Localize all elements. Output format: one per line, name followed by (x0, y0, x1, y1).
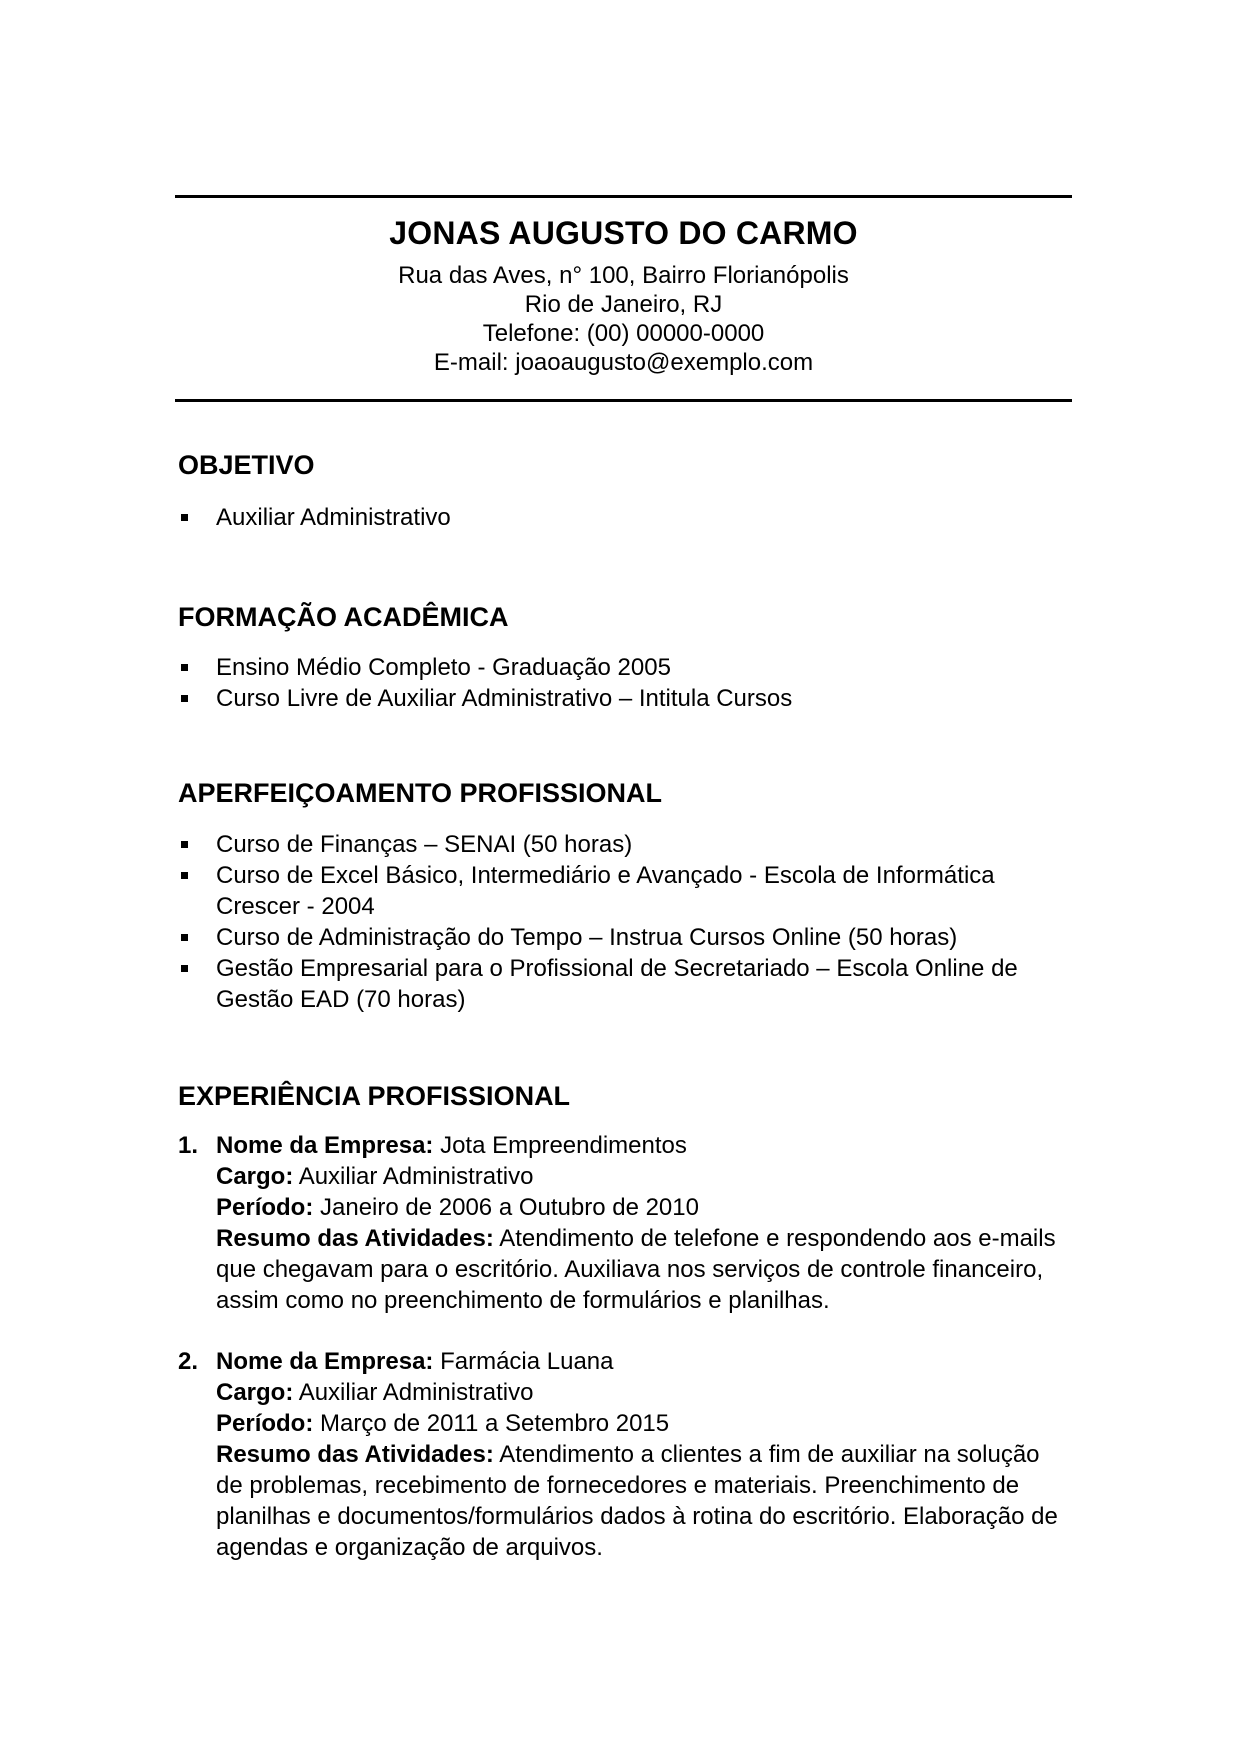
company-line (216, 1346, 1068, 1377)
aperfeicoamento-list (178, 829, 1068, 1015)
role-value: Auxiliar Administrativo (298, 1379, 534, 1406)
period-line (216, 1192, 1068, 1223)
company-value: Farmácia Luana (440, 1348, 614, 1375)
company-value: Jota Empreendimentos (440, 1132, 687, 1159)
section-title-experiencia: EXPERIÊNCIA PROFISSIONAL (178, 1081, 571, 1111)
experience-list (178, 1130, 1068, 1563)
phone-line: Telefone: (00) 00000-0000 (482, 320, 765, 347)
header-top-rule (175, 195, 1072, 198)
summary-line (216, 1439, 1068, 1563)
email-line: E-mail: joaoaugusto@exemplo.com (433, 349, 814, 376)
list-item: Curso de Finanças – SENAI (50 horas) (178, 829, 1068, 860)
section-title-formacao: FORMAÇÃO ACADÊMICA (178, 602, 509, 632)
objetivo-list (178, 502, 1068, 533)
list-item: Curso de Administração do Tempo – Instrua Cursos Online (50 horas) (178, 922, 1068, 953)
summary-label: Resumo das Atividades: (216, 1441, 494, 1468)
list-item: Ensino Médio Completo - Graduação 2005 (178, 652, 1068, 683)
header-bottom-rule (175, 399, 1072, 402)
summary-value: Atendimento de telefone e respondendo aos e-mails que chegavam para o escritório. Auxiliava nos serviços de controle financeiro, assim como no preenchimento de formulários e planilhas. (216, 1225, 1056, 1314)
formacao-list (178, 652, 1068, 714)
period-value: Março de 2011 a Setembro 2015 (320, 1410, 670, 1437)
role-value: Auxiliar Administrativo (298, 1163, 534, 1190)
bullet-square-icon (181, 841, 188, 848)
bullet-square-icon (181, 872, 188, 879)
summary-label: Resumo das Atividades: (216, 1225, 494, 1252)
address-line: Rua das Aves, n° 100, Bairro Florianópolis (398, 262, 849, 289)
list-item: Auxiliar Administrativo (178, 502, 1068, 533)
role-label: Cargo: (216, 1379, 294, 1406)
role-line (216, 1377, 1068, 1408)
summary-line (216, 1223, 1068, 1316)
experience-number: 1. (178, 1132, 199, 1159)
bullet-square-icon (181, 965, 188, 972)
bullet-square-icon (181, 514, 188, 521)
role-line (216, 1161, 1068, 1192)
summary-value: Atendimento a clientes a fim de auxiliar na solução de problemas, recebimento de fornecedores e materiais. Preenchimento de planilhas e documentos/formulários dados à rotina do escritório. Elaboração de agendas e organização de arquivos. (216, 1441, 1058, 1561)
bullet-square-icon (181, 934, 188, 941)
experience-item (178, 1346, 1068, 1563)
section-title-aperfeicoamento: APERFEIÇOAMENTO PROFISSIONAL (178, 778, 663, 808)
experience-number: 2. (178, 1348, 199, 1375)
list-item: Curso Livre de Auxiliar Administrativo – Intitula Cursos (178, 683, 1068, 714)
resume-header (175, 205, 1072, 377)
list-item: Curso de Excel Básico, Intermediário e Avançado - Escola de Informática Crescer - 2004 (178, 860, 1068, 922)
period-label: Período: (216, 1410, 314, 1437)
candidate-name: JONAS AUGUSTO DO CARMO (389, 215, 858, 251)
experience-item (178, 1130, 1068, 1316)
section-title-objetivo: OBJETIVO (178, 450, 315, 480)
company-label: Nome da Empresa: (216, 1348, 434, 1375)
company-line (216, 1130, 1068, 1161)
city-line: Rio de Janeiro, RJ (524, 291, 723, 318)
period-value: Janeiro de 2006 a Outubro de 2010 (320, 1194, 699, 1221)
company-label: Nome da Empresa: (216, 1132, 434, 1159)
list-item: Gestão Empresarial para o Profissional de Secretariado – Escola Online de Gestão EAD (70 horas) (178, 953, 1068, 1015)
bullet-square-icon (181, 695, 188, 702)
bullet-square-icon (181, 664, 188, 671)
role-label: Cargo: (216, 1163, 294, 1190)
period-line (216, 1408, 1068, 1439)
period-label: Período: (216, 1194, 314, 1221)
